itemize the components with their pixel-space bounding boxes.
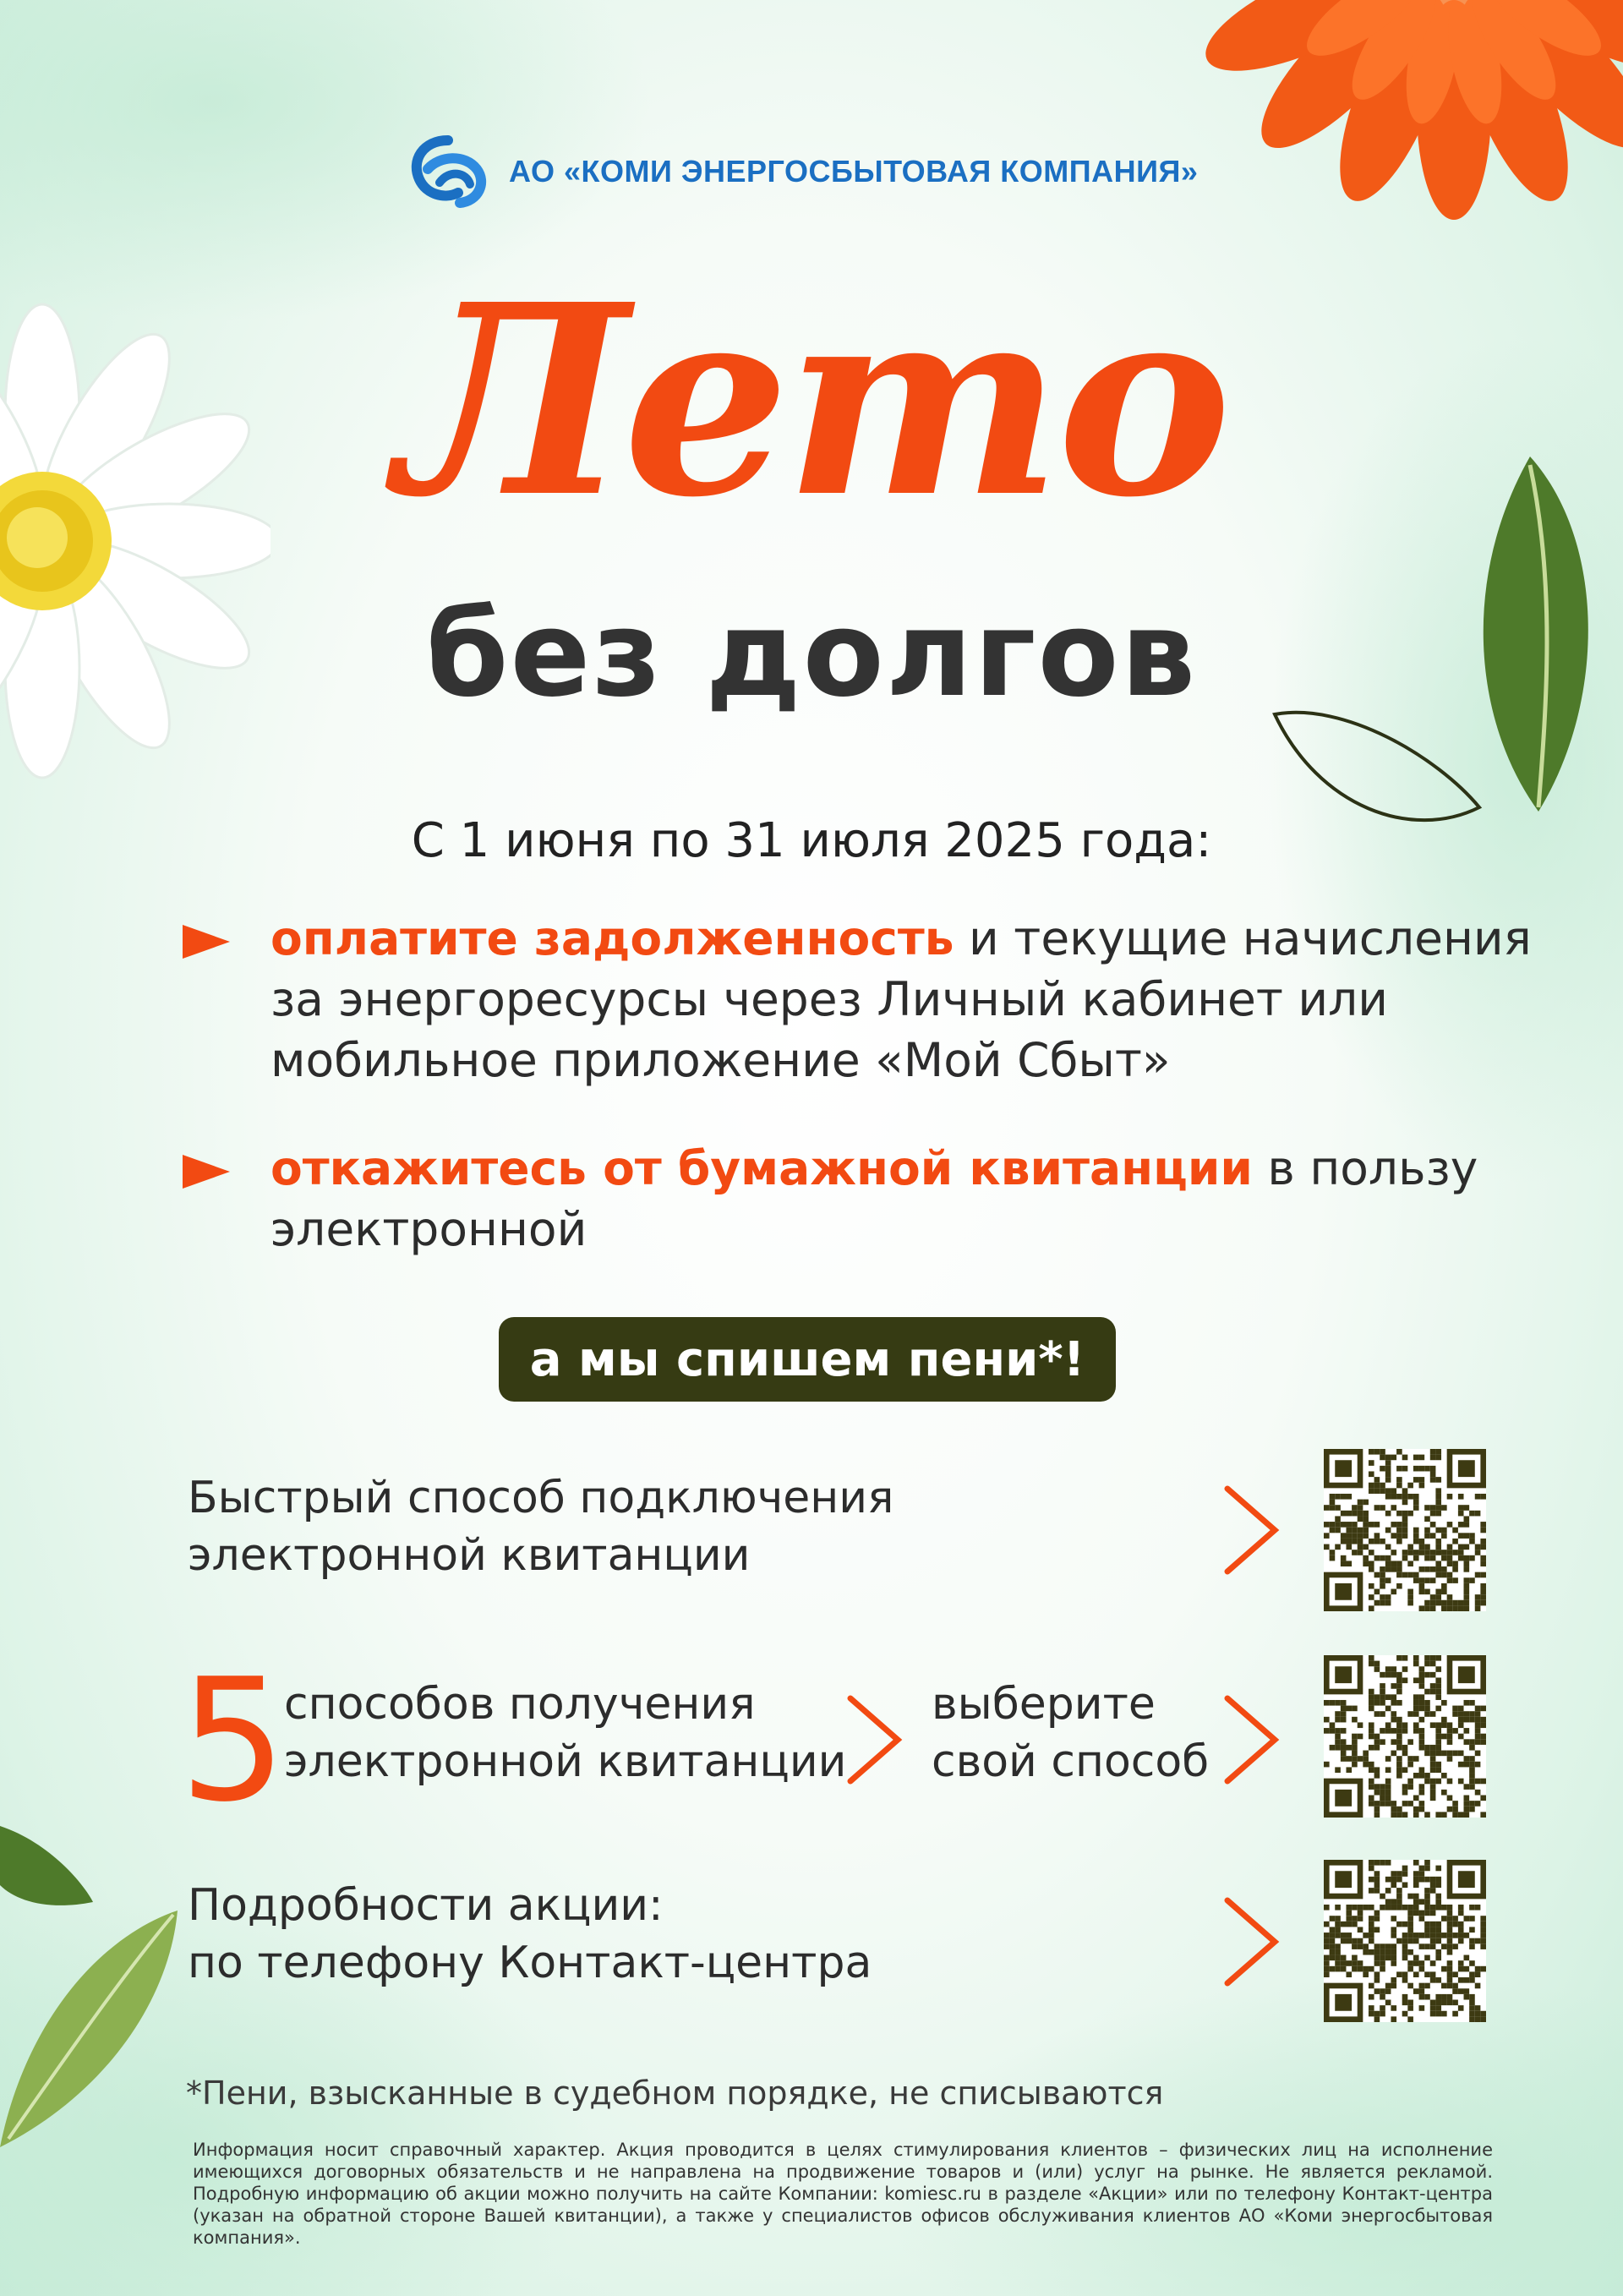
ways-text bbox=[284, 1676, 846, 1790]
details-line1: Подробности акции: bbox=[188, 1880, 664, 1931]
chevron-right-icon bbox=[845, 1693, 904, 1786]
footnote: *Пени, взысканные в судебном порядке, не списываются bbox=[186, 2075, 1164, 2112]
bullet-rest: и текущие начисления за энергоресурсы через Личный кабинет или мобильное приложение «Мой Сбыт» bbox=[270, 911, 1532, 1087]
promo-period: С 1 июня по 31 июля 2025 года: bbox=[411, 813, 1212, 868]
cta-badge: а мы спишем пени*! bbox=[499, 1317, 1116, 1402]
ways-count: 5 bbox=[179, 1643, 287, 1840]
ways-line2: электронной квитанции bbox=[284, 1736, 847, 1787]
ways-line1: способов получения bbox=[284, 1679, 756, 1730]
fast-connect-line1: Быстрый способ подключения bbox=[188, 1473, 894, 1523]
choose-way-text bbox=[932, 1676, 1209, 1790]
chevron-right-icon bbox=[1222, 1693, 1281, 1786]
company-name: АО «КОМИ ЭНЕРГОСБЫТОВАЯ КОМПАНИЯ» bbox=[509, 154, 1199, 189]
details-line2: по телефону Контакт-центра bbox=[188, 1938, 872, 1988]
bottom-leaves-image bbox=[0, 1809, 203, 2164]
legal-disclaimer: Информация носит справочный характер. Акция проводится в целях стимулирования клиентов – физических лиц на исполнение имеющихся договорных обязательств и не направлена на продвижение товаров и (или) услуг на рынке. Не является рекламой. Подробную информацию об акции можно получить на сайте Компании: komiesc.ru в разделе «Акции» или по телефону Контакт-центра (указан на обратной стороне Вашей квитанции), а также у специалистов офисов обслуживания клиентов АО «Коми энергосбытовая компания». bbox=[193, 2140, 1493, 2248]
qr-code-ways[interactable] bbox=[1324, 1655, 1486, 1818]
company-logo-icon bbox=[406, 135, 490, 208]
fast-connect-text bbox=[188, 1469, 893, 1584]
triangle-arrow-icon bbox=[183, 925, 230, 959]
bullet-text bbox=[270, 1138, 1564, 1260]
bullet-text bbox=[270, 908, 1564, 1091]
bullet-highlight: оплатите задолженность bbox=[270, 911, 954, 965]
triangle-arrow-icon bbox=[183, 1155, 230, 1189]
title-subtitle: без долгов bbox=[425, 586, 1198, 724]
bullet-paperless bbox=[183, 1138, 1535, 1265]
choose-way-line1: выберите bbox=[932, 1679, 1156, 1730]
bullet-highlight: откажитесь от бумажной квитанции bbox=[270, 1141, 1253, 1195]
title-script: Лето bbox=[396, 248, 1227, 555]
fast-connect-line2: электронной квитанции bbox=[188, 1530, 751, 1581]
details-text bbox=[188, 1877, 872, 1992]
choose-way-line2: свой способ bbox=[932, 1736, 1210, 1787]
chevron-right-icon bbox=[1222, 1895, 1281, 1988]
bullet-pay-debt bbox=[183, 908, 1535, 1102]
company-header bbox=[406, 135, 1198, 208]
bullet-rest: в пользу электронной bbox=[270, 1141, 1478, 1256]
qr-code-fast-connect[interactable] bbox=[1324, 1449, 1486, 1611]
chevron-right-icon bbox=[1222, 1484, 1281, 1577]
orange-flower-image bbox=[1167, 0, 1623, 254]
qr-code-details[interactable] bbox=[1324, 1860, 1486, 2022]
